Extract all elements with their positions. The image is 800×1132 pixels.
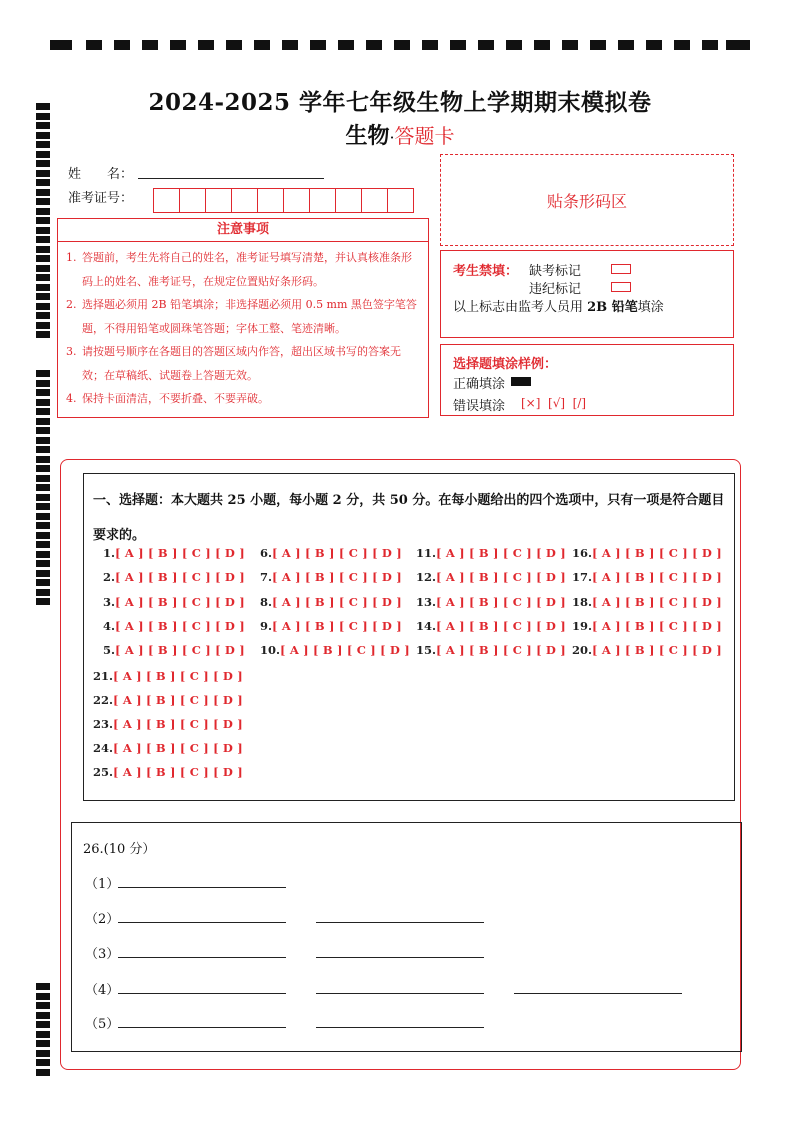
side-timing-mark [36, 312, 50, 319]
mc-question-number: 8. [260, 595, 273, 609]
side-timing-mark [36, 983, 50, 990]
short-answer-part-label: （2） [85, 912, 120, 927]
timing-mark [198, 40, 214, 50]
fill-sample-panel [440, 344, 734, 416]
mc-options[interactable]: [ A ] [ B ] [ C ] [ D ] [436, 643, 566, 657]
timing-mark [506, 40, 522, 50]
side-timing-mark [36, 198, 50, 205]
mc-question-2[interactable] [103, 570, 245, 584]
mc-question-22[interactable] [93, 693, 243, 707]
short-answer-part-label: （4） [85, 983, 120, 998]
timing-mark [114, 40, 130, 50]
mc-question-25[interactable] [93, 765, 243, 779]
notice-item-text: 请按题号顺序在各题目的答题区域内作答，超出区域书写的答案无效；在草稿纸、试题卷上答题无效。 [82, 345, 401, 382]
side-timing-mark [36, 589, 50, 596]
mc-question-21[interactable] [93, 669, 243, 683]
id-number-boxes[interactable] [153, 188, 414, 213]
mc-question-number: 7. [260, 570, 273, 584]
mc-question-7[interactable] [260, 570, 402, 584]
mc-question-5[interactable] [103, 643, 245, 657]
mc-question-number: 6. [260, 546, 273, 560]
mc-question-number: 15. [416, 643, 437, 657]
mc-question-number: 22. [93, 693, 114, 707]
answer-line[interactable] [118, 887, 286, 888]
notice-item-text: 答题前，考生先将自己的姓名，准考证号填写清楚，并认真核准条形码上的姓名、准考证号，在规定位置贴好条形码。 [82, 251, 412, 288]
mc-question-20[interactable] [572, 643, 722, 657]
timing-mark [310, 40, 326, 50]
mc-question-15[interactable] [416, 643, 566, 657]
forbid-note-bold: 2B 铅笔 [587, 300, 638, 315]
mc-options[interactable]: [ A ] [ B ] [ C ] [ D ] [115, 619, 245, 633]
notice-item [66, 246, 420, 293]
short-answer-part-label: （1） [85, 877, 120, 892]
side-timing-mark [36, 217, 50, 224]
mc-question-6[interactable] [260, 546, 402, 560]
mc-question-number: 19. [572, 619, 593, 633]
notice-item-number: 4. [66, 392, 77, 405]
mc-question-number: 2. [103, 570, 116, 584]
side-timing-mark [36, 1012, 50, 1019]
short-answer-part-label: （5） [85, 1017, 120, 1032]
side-timing-mark [36, 389, 50, 396]
side-timing-mark [36, 160, 50, 167]
subject-label: 生物 [345, 123, 390, 149]
mc-question-3[interactable] [103, 595, 245, 609]
side-timing-mark [36, 322, 50, 329]
short-answer-title: 26.(10 分） [83, 842, 156, 857]
notice-item-number: 2. [66, 298, 77, 311]
side-timing-mark [36, 1059, 50, 1066]
timing-mark [50, 40, 72, 50]
timing-mark [562, 40, 578, 50]
mc-options[interactable]: [ A ] [ B ] [ C ] [ D ] [592, 619, 722, 633]
mc-options[interactable]: [ A ] [ B ] [ C ] [ D ] [113, 765, 243, 779]
mc-question-23[interactable] [93, 717, 243, 731]
timing-mark [674, 40, 690, 50]
side-timing-mark [36, 456, 50, 463]
sheet-label: 答题卡 [394, 124, 455, 148]
side-timing-mark [36, 1069, 50, 1076]
violation-mark-box[interactable] [611, 282, 631, 292]
timing-mark [226, 40, 242, 50]
timing-mark [394, 40, 410, 50]
side-timing-mark [36, 560, 50, 567]
side-timing-mark [36, 399, 50, 406]
mc-question-18[interactable] [572, 595, 722, 609]
mc-question-9[interactable] [260, 619, 402, 633]
notice-item [66, 293, 420, 340]
answer-line[interactable] [118, 957, 286, 958]
notice-panel [57, 218, 429, 418]
mc-options[interactable]: [ A ] [ B ] [ C ] [ D ] [113, 717, 243, 731]
barcode-area [440, 154, 734, 246]
side-timing-mark [36, 494, 50, 501]
mc-options[interactable]: [ A ] [ B ] [ C ] [ D ] [436, 546, 566, 560]
side-timing-mark [36, 246, 50, 253]
mc-options[interactable]: [ A ] [ B ] [ C ] [ D ] [592, 546, 722, 560]
sample-title: 选择题填涂样例： [453, 357, 558, 372]
mc-question-number: 18. [572, 595, 593, 609]
mc-options[interactable]: [ A ] [ B ] [ C ] [ D ] [115, 643, 245, 657]
mc-question-number: 3. [103, 595, 116, 609]
side-timing-mark [36, 446, 50, 453]
mc-question-number: 24. [93, 741, 114, 755]
side-timing-mark [36, 437, 50, 444]
mc-options[interactable]: [ A ] [ B ] [ C ] [ D ] [436, 570, 566, 584]
side-timing-mark [36, 541, 50, 548]
mc-question-number: 11. [416, 546, 437, 560]
side-timing-mark [36, 570, 50, 577]
mc-options[interactable]: [ A ] [ B ] [ C ] [ D ] [272, 546, 402, 560]
correct-fill-label: 正确填涂 [453, 377, 506, 392]
timing-mark [726, 40, 750, 50]
mc-options[interactable]: [ A ] [ B ] [ C ] [ D ] [436, 619, 566, 633]
mc-question-number: 17. [572, 570, 593, 584]
id-digit-box[interactable] [232, 189, 258, 212]
mc-question-number: 9. [260, 619, 273, 633]
timing-mark [338, 40, 354, 50]
side-timing-mark [36, 274, 50, 281]
mc-options[interactable]: [ A ] [ B ] [ C ] [ D ] [113, 741, 243, 755]
mc-heading: 一、选择题：本大题共 25 小题，每小题 2 分，共 50 分。在每小题给出的四个选项中，只有一项是符合题目要求的。 [93, 493, 725, 543]
mc-options[interactable]: [ A ] [ B ] [ C ] [ D ] [592, 643, 722, 657]
id-digit-box[interactable] [180, 189, 206, 212]
forbid-note [453, 296, 664, 315]
mc-question-number: 12. [416, 570, 437, 584]
mc-question-number: 21. [93, 669, 114, 683]
side-timing-mark [36, 170, 50, 177]
notice-item [66, 340, 420, 387]
mc-question-number: 13. [416, 595, 437, 609]
mc-question-number: 4. [103, 619, 116, 633]
mc-question-17[interactable] [572, 570, 722, 584]
id-digit-box[interactable] [310, 189, 336, 212]
side-timing-mark [36, 418, 50, 425]
notice-item [66, 387, 420, 411]
side-timing-mark [36, 236, 50, 243]
side-timing-mark [36, 484, 50, 491]
timing-mark [450, 40, 466, 50]
side-timing-mark [36, 475, 50, 482]
timing-mark [422, 40, 438, 50]
answer-line[interactable] [316, 922, 484, 923]
mc-question-number: 25. [93, 765, 114, 779]
side-timing-mark [36, 293, 50, 300]
side-timing-mark [36, 303, 50, 310]
mc-question-1[interactable] [103, 546, 245, 560]
side-timing-mark [36, 370, 50, 377]
timing-mark [282, 40, 298, 50]
mc-options[interactable]: [ A ] [ B ] [ C ] [ D ] [280, 643, 410, 657]
mc-options[interactable]: [ A ] [ B ] [ C ] [ D ] [113, 693, 243, 707]
short-answer-part-label: （3） [85, 947, 120, 962]
timing-mark [478, 40, 494, 50]
side-timing-mark [36, 189, 50, 196]
absent-mark-label: 缺考标记 [529, 264, 582, 279]
wrong-fill-marks: [×] [√] [/] [521, 396, 587, 410]
page-subtitle [0, 119, 800, 150]
notice-item-text: 选择题必须用 2B 铅笔填涂；非选择题必须用 0.5 mm 黑色签字笔答题，不得用铅笔或圆珠笔答题；字体工整、笔迹清晰。 [82, 298, 417, 335]
side-timing-mark [36, 503, 50, 510]
mc-options[interactable]: [ A ] [ B ] [ C ] [ D ] [272, 570, 402, 584]
mc-question-13[interactable] [416, 595, 566, 609]
timing-mark [170, 40, 186, 50]
mc-question-number: 5. [103, 643, 116, 657]
mc-options[interactable]: [ A ] [ B ] [ C ] [ D ] [436, 595, 566, 609]
mc-options[interactable]: [ A ] [ B ] [ C ] [ D ] [592, 570, 722, 584]
side-timing-mark [36, 227, 50, 234]
timing-mark [366, 40, 382, 50]
timing-mark [86, 40, 102, 50]
notice-item-number: 3. [66, 345, 77, 358]
id-digit-box[interactable] [388, 189, 413, 212]
name-label: 姓 名： [68, 167, 134, 182]
barcode-label: 贴条形码区 [546, 191, 627, 211]
side-timing-mark [36, 598, 50, 605]
side-timing-mark [36, 179, 50, 186]
side-timing-mark [36, 427, 50, 434]
mc-question-number: 20. [572, 643, 593, 657]
mc-question-14[interactable] [416, 619, 566, 633]
mc-options[interactable]: [ A ] [ B ] [ C ] [ D ] [115, 546, 245, 560]
mc-question-10[interactable] [260, 643, 410, 657]
timing-mark [142, 40, 158, 50]
side-timing-mark [36, 551, 50, 558]
mc-question-number: 16. [572, 546, 593, 560]
id-digit-box[interactable] [258, 189, 284, 212]
side-timing-mark [36, 255, 50, 262]
id-digit-box[interactable] [336, 189, 362, 212]
short-answer-box [71, 822, 742, 1052]
answer-line[interactable] [118, 922, 286, 923]
forbid-note-prefix: 以上标志由监考人员用 [453, 300, 588, 315]
side-timing-mark [36, 1031, 50, 1038]
name-field[interactable] [138, 178, 324, 179]
side-timing-mark [36, 579, 50, 586]
side-timing-mark [36, 1002, 50, 1009]
violation-mark-label: 违纪标记 [529, 282, 582, 297]
side-timing-mark [36, 1050, 50, 1057]
side-timing-mark [36, 208, 50, 215]
answer-line[interactable] [316, 993, 484, 994]
subtitle-separator: · [389, 128, 395, 147]
correct-fill-mark [511, 377, 531, 386]
mc-question-number: 1. [103, 546, 116, 560]
id-digit-box[interactable] [154, 189, 180, 212]
side-timing-mark [36, 993, 50, 1000]
notice-heading: 注意事项 [58, 219, 428, 242]
forbid-note-suffix: 填涂 [637, 300, 664, 315]
answer-line[interactable] [118, 1027, 286, 1028]
side-timing-mark [36, 532, 50, 539]
timing-mark [702, 40, 718, 50]
id-label: 准考证号： [68, 191, 134, 206]
timing-mark [618, 40, 634, 50]
side-timing-mark [36, 1021, 50, 1028]
mc-question-11[interactable] [416, 546, 566, 560]
wrong-fill-label: 错误填涂 [453, 399, 506, 414]
mc-question-16[interactable] [572, 546, 722, 560]
examiner-only-panel [440, 250, 734, 338]
mc-options[interactable]: [ A ] [ B ] [ C ] [ D ] [113, 669, 243, 683]
mc-options[interactable]: [ A ] [ B ] [ C ] [ D ] [115, 570, 245, 584]
side-timing-mark [36, 284, 50, 291]
timing-mark [534, 40, 550, 50]
forbid-label: 考生禁填： [453, 264, 519, 279]
side-timing-mark [36, 331, 50, 338]
notice-item-text: 保持卡面清洁，不要折叠、不要弄破。 [82, 392, 269, 405]
timing-mark [254, 40, 270, 50]
id-digit-box[interactable] [362, 189, 388, 212]
mc-question-12[interactable] [416, 570, 566, 584]
mc-question-4[interactable] [103, 619, 245, 633]
mc-options[interactable]: [ A ] [ B ] [ C ] [ D ] [272, 619, 402, 633]
mc-question-number: 23. [93, 717, 114, 731]
mc-question-8[interactable] [260, 595, 402, 609]
absent-mark-box[interactable] [611, 264, 631, 274]
timing-mark [646, 40, 662, 50]
mc-options[interactable]: [ A ] [ B ] [ C ] [ D ] [115, 595, 245, 609]
notice-list [58, 242, 428, 411]
mc-options[interactable]: [ A ] [ B ] [ C ] [ D ] [272, 595, 402, 609]
side-timing-mark [36, 522, 50, 529]
answer-line[interactable] [514, 993, 682, 994]
page-title: 2024-2025 学年七年级生物上学期期末模拟卷 [148, 89, 652, 116]
notice-item-number: 1. [66, 251, 77, 264]
side-timing-mark [36, 465, 50, 472]
id-digit-box[interactable] [284, 189, 310, 212]
mc-question-24[interactable] [93, 741, 243, 755]
answer-line[interactable] [316, 1027, 484, 1028]
side-timing-mark [36, 380, 50, 387]
side-timing-mark [36, 513, 50, 520]
mc-options[interactable]: [ A ] [ B ] [ C ] [ D ] [592, 595, 722, 609]
answer-line[interactable] [316, 957, 484, 958]
side-timing-mark [36, 265, 50, 272]
side-timing-mark [36, 151, 50, 158]
answer-line[interactable] [118, 993, 286, 994]
mc-question-number: 14. [416, 619, 437, 633]
top-timing-marks [50, 38, 750, 52]
mc-question-number: 10. [260, 643, 281, 657]
timing-mark [590, 40, 606, 50]
side-timing-mark [36, 408, 50, 415]
mc-question-19[interactable] [572, 619, 722, 633]
id-digit-box[interactable] [206, 189, 232, 212]
side-timing-mark [36, 1040, 50, 1047]
